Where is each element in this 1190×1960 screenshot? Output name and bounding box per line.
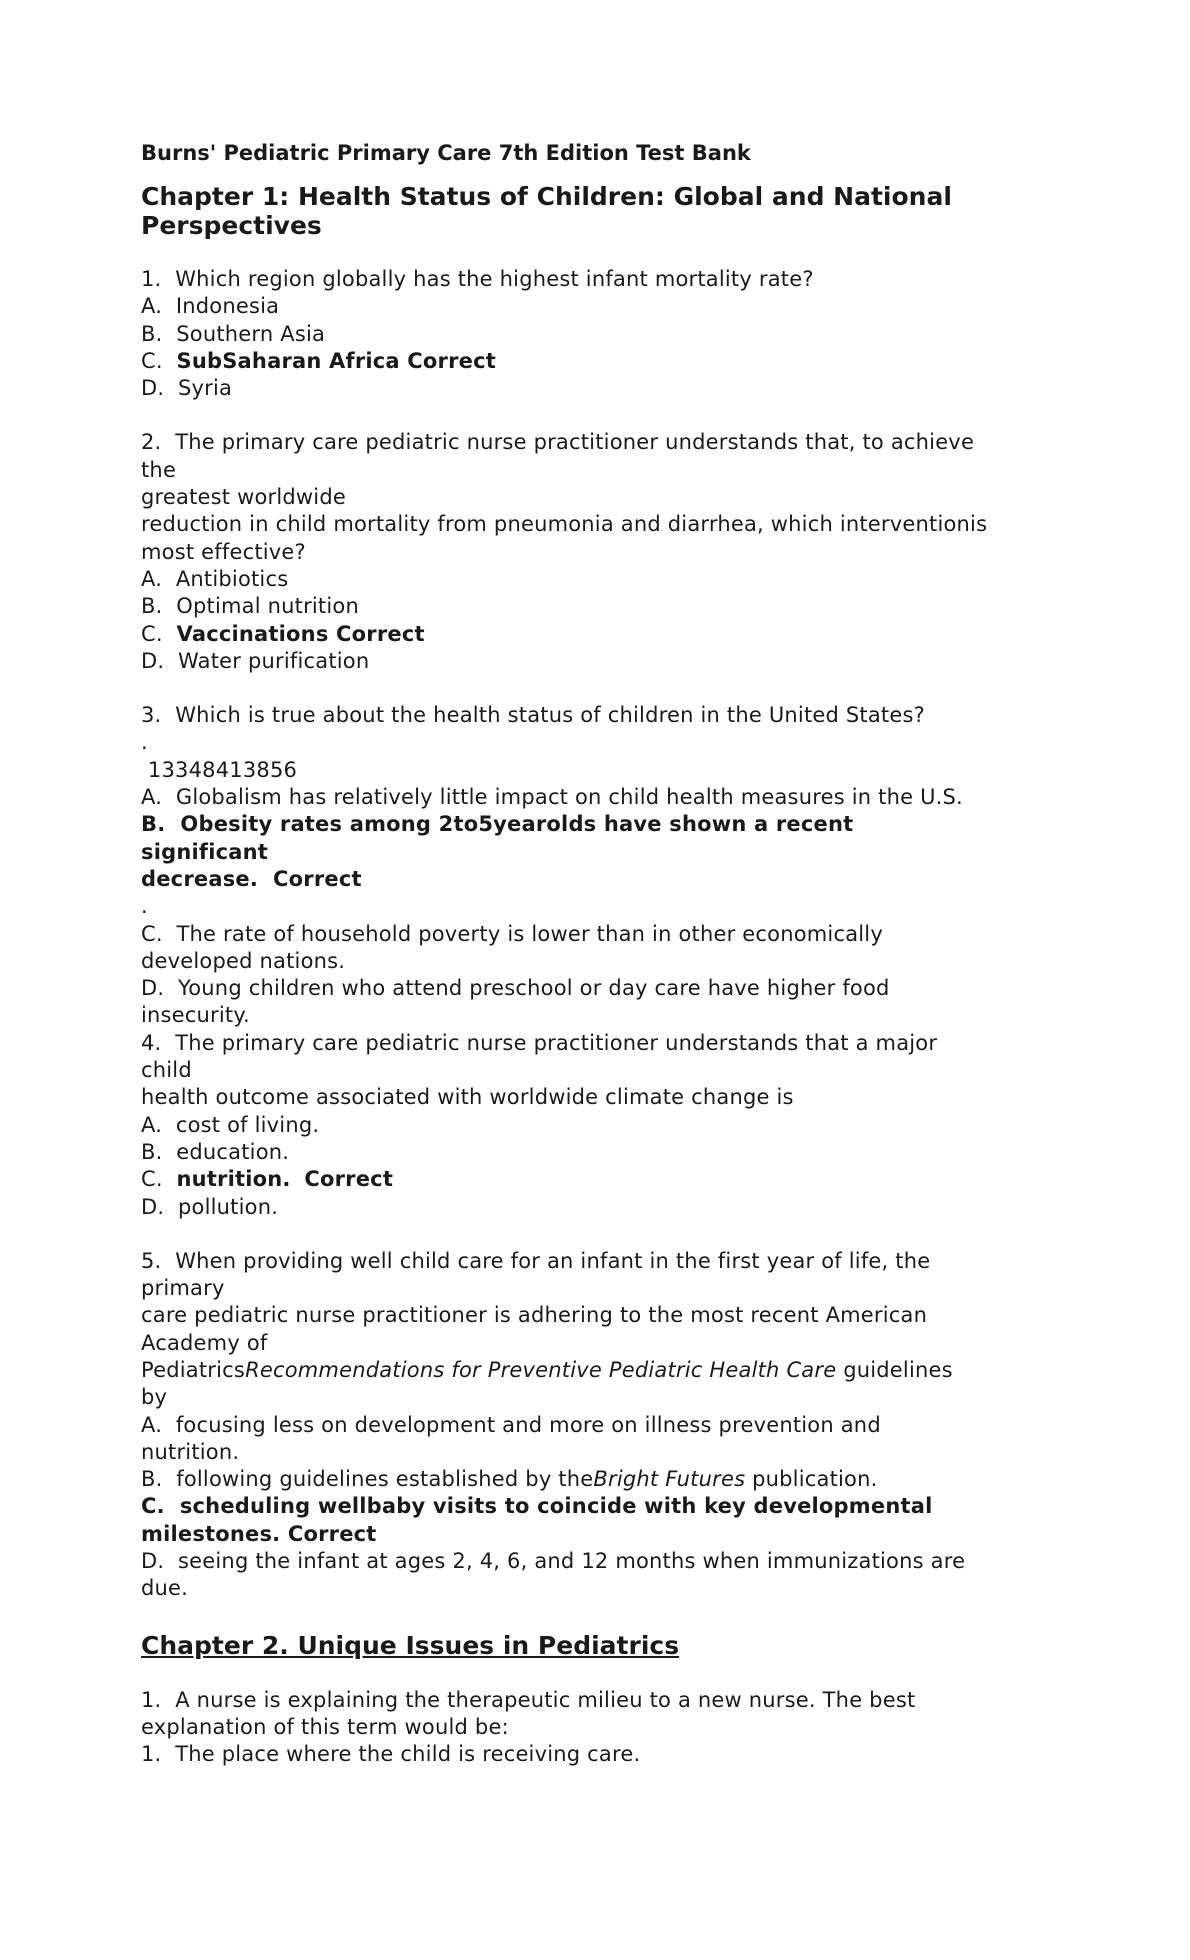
ch1-q2-option-d: D. Water purification xyxy=(141,648,370,673)
ch2-q1-stem: 1. A nurse is explaining the therapeutic milieu to a new nurse. The best xyxy=(141,1687,916,1712)
ch1-q3-option-c: C. The rate of household poverty is lower than in other economically xyxy=(141,921,883,946)
ch1-q4-option-c: C. nutrition. Correct xyxy=(141,1167,394,1192)
ch1-q3-option-a: A. Globalism has relatively little impact on child health measures in the U.S. xyxy=(141,785,963,810)
ch1-q5-option-c-line2: milestones. Correct xyxy=(141,1521,377,1546)
ch1-q4-option-b: B. education. xyxy=(141,1139,290,1164)
ch1-q5-stem-line6: by xyxy=(141,1385,168,1410)
ch1-q3-option-b-line3: decrease. Correct xyxy=(141,866,362,891)
ch1-q1-option-c: C. SubSaharan Africa Correct xyxy=(141,348,496,373)
ch1-q4-stem: 4. The primary care pediatric nurse practitioner understands that a major xyxy=(141,1030,938,1055)
ch1-q5-option-a-line2: nutrition. xyxy=(141,1439,240,1464)
ch1-q2-stem: 2. The primary care pediatric nurse practitioner understands that, to achieve xyxy=(141,430,975,455)
ch1-q3-option-d: D. Young children who attend preschool or day care have higher food xyxy=(141,976,890,1001)
ch1-q2-option-b: B. Optimal nutrition xyxy=(141,594,359,619)
ch1-q5-stem-line2: primary xyxy=(141,1276,225,1301)
ch1-q5-option-d-line2: due. xyxy=(141,1576,189,1601)
ch1-q5-stem: 5. When providing well child care for an infant in the first year of life, the xyxy=(141,1248,931,1273)
ch1-q2-stem-line4: reduction in child mortality from pneumonia and diarrhea, which interventionis xyxy=(141,512,988,537)
ch1-q4-stem-line3: health outcome associated with worldwide climate change is xyxy=(141,1085,794,1110)
document-page xyxy=(141,138,1071,1769)
ch1-q4-stem-line2: child xyxy=(141,1058,192,1083)
ch2-q1-stem-line2: explanation of this term would be: xyxy=(141,1714,509,1739)
ch1-q3-dot: . xyxy=(141,730,148,755)
ch1-q3-dot2: . xyxy=(141,894,148,919)
ch1-q5-stem-line5: PediatricsRecommendations for Preventive Pediatric Health Care guidelines xyxy=(141,1357,953,1382)
chapter-1-title: Chapter 1: Health Status of Children: Global and National Perspectives xyxy=(141,182,952,240)
ch1-q5-stem-line3: care pediatric nurse practitioner is adhering to the most recent American xyxy=(141,1303,928,1328)
document-title: Burns' Pediatric Primary Care 7th Edition Test Bank xyxy=(141,141,751,165)
ch1-q3-code: 13348413856 xyxy=(147,757,298,782)
ch2-q1-option-1: 1. The place where the child is receiving care. xyxy=(141,1742,641,1767)
ch1-q1-stem: 1. Which region globally has the highest infant mortality rate? xyxy=(141,267,814,291)
ch1-q3-option-b-line2: significant xyxy=(141,839,269,864)
ch1-q5-option-d: D. seeing the infant at ages 2, 4, 6, and 12 months when immunizations are xyxy=(141,1549,966,1574)
ch1-q3-option-c-line2: developed nations. xyxy=(141,948,346,973)
ch1-q2-stem-line5: most effective? xyxy=(141,539,306,564)
ch1-q1-option-b: B. Southern Asia xyxy=(141,321,326,346)
ch1-q4-option-d: D. pollution. xyxy=(141,1194,279,1219)
ch1-q1-option-a: A. Indonesia xyxy=(141,294,280,319)
ch1-q3-stem: 3. Which is true about the health status of children in the United States? xyxy=(141,703,925,728)
ch1-q1-option-d: D. Syria xyxy=(141,376,233,401)
ch1-q2-option-c: C. Vaccinations Correct xyxy=(141,621,425,646)
ch1-q3-option-b: B. Obesity rates among 2to5yearolds have shown a recent xyxy=(141,812,854,837)
ch1-q5-option-c: C. scheduling wellbaby visits to coincide with key developmental xyxy=(141,1494,933,1519)
ch1-q2-option-a: A. Antibiotics xyxy=(141,566,289,591)
ch1-q5-option-b: B. following guidelines established by theBright Futures publication. xyxy=(141,1467,878,1492)
ch1-q2-stem-line3: greatest worldwide xyxy=(141,485,346,510)
chapter-2-title: Chapter 2. Unique Issues in Pediatrics xyxy=(141,1630,680,1660)
ch1-q5-option-a: A. focusing less on development and more on illness prevention and xyxy=(141,1412,881,1437)
ch1-q4-option-a: A. cost of living. xyxy=(141,1112,320,1137)
ch1-q5-stem-line4: Academy of xyxy=(141,1330,268,1355)
ch1-q3-option-d-line2: insecurity. xyxy=(141,1003,250,1028)
question-number: 1. xyxy=(141,267,162,291)
ch1-q2-stem-line2: the xyxy=(141,457,177,482)
